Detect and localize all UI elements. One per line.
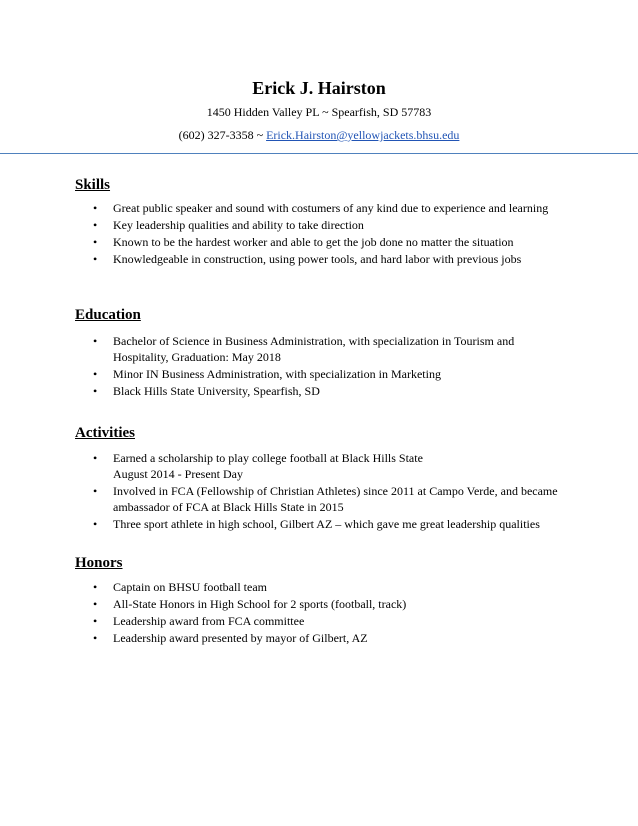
list-item-text: Leadership award presented by mayor of Gilbert, AZ xyxy=(113,631,368,645)
honors-list xyxy=(0,579,638,647)
section-title-skills: Skills xyxy=(75,177,111,193)
list-item-text: Knowledgeable in construction, using power tools, and hard labor with previous jobs xyxy=(113,252,522,266)
list-item-date: August 2014 - Present Day xyxy=(113,467,243,481)
resume-contact-line xyxy=(0,127,638,143)
list-item xyxy=(0,483,638,515)
bullet-icon: • xyxy=(93,252,98,266)
list-item xyxy=(0,613,638,629)
list-item xyxy=(0,234,638,250)
list-item-text: Known to be the hardest worker and able to get the job done no matter the situation xyxy=(113,235,514,249)
bullet-icon: • xyxy=(93,384,98,398)
list-item xyxy=(0,217,638,233)
list-item xyxy=(0,200,638,216)
list-item xyxy=(0,596,638,612)
list-item xyxy=(0,516,638,532)
bullet-icon: • xyxy=(93,631,98,645)
bullet-icon: • xyxy=(93,235,98,249)
bullet-icon: • xyxy=(93,334,98,348)
bullet-icon: • xyxy=(93,484,98,498)
bullet-icon: • xyxy=(93,201,98,215)
list-item xyxy=(0,383,638,399)
bullet-icon: • xyxy=(93,451,98,465)
list-item-text: Involved in FCA (Fellowship of Christian Athletes) since 2011 at Campo Verde, and became ambassador of FCA at Black Hills State in 2015 xyxy=(113,484,558,514)
list-item-text: Black Hills State University, Spearfish, SD xyxy=(113,384,320,398)
list-item-text: Minor IN Business Administration, with specialization in Marketing xyxy=(113,367,441,381)
activities-list xyxy=(0,450,638,533)
section-title-education: Education xyxy=(75,307,141,323)
resume-name: Erick J. Hairston xyxy=(252,78,386,98)
bullet-icon: • xyxy=(93,218,98,232)
list-item xyxy=(0,450,638,482)
section-title-activities: Activities xyxy=(75,425,135,441)
bullet-icon: • xyxy=(93,367,98,381)
list-item xyxy=(0,333,638,365)
list-item-text: All-State Honors in High School for 2 sports (football, track) xyxy=(113,597,407,611)
list-item-text: Captain on BHSU football team xyxy=(113,580,267,594)
bullet-icon: • xyxy=(93,597,98,611)
header-divider xyxy=(0,153,638,154)
list-item-text: Earned a scholarship to play college football at Black Hills State xyxy=(113,451,423,465)
list-item xyxy=(0,366,638,382)
list-item-text: Great public speaker and sound with costumers of any kind due to experience and learning xyxy=(113,201,549,215)
education-list xyxy=(0,333,638,400)
section-title-honors: Honors xyxy=(75,555,123,571)
bullet-icon: • xyxy=(93,580,98,594)
email-link[interactable]: Erick.Hairston@yellowjackets.bhsu.edu xyxy=(266,128,460,142)
phone-number: (602) 327-3358 ~ xyxy=(178,128,267,142)
list-item-text: Key leadership qualities and ability to take direction xyxy=(113,218,364,232)
list-item-text: Leadership award from FCA committee xyxy=(113,614,305,628)
skills-list xyxy=(0,200,638,268)
resume-address: 1450 Hidden Valley PL ~ Spearfish, SD 57783 xyxy=(206,105,432,119)
list-item xyxy=(0,251,638,267)
list-item-text: Three sport athlete in high school, Gilbert AZ – which gave me great leadership qualities xyxy=(113,517,540,531)
list-item xyxy=(0,579,638,595)
list-item xyxy=(0,630,638,646)
bullet-icon: • xyxy=(93,614,98,628)
bullet-icon: • xyxy=(93,517,98,531)
list-item-text: Bachelor of Science in Business Administration, with specialization in Tourism and Hospitality, Graduation: May 2018 xyxy=(113,334,515,364)
